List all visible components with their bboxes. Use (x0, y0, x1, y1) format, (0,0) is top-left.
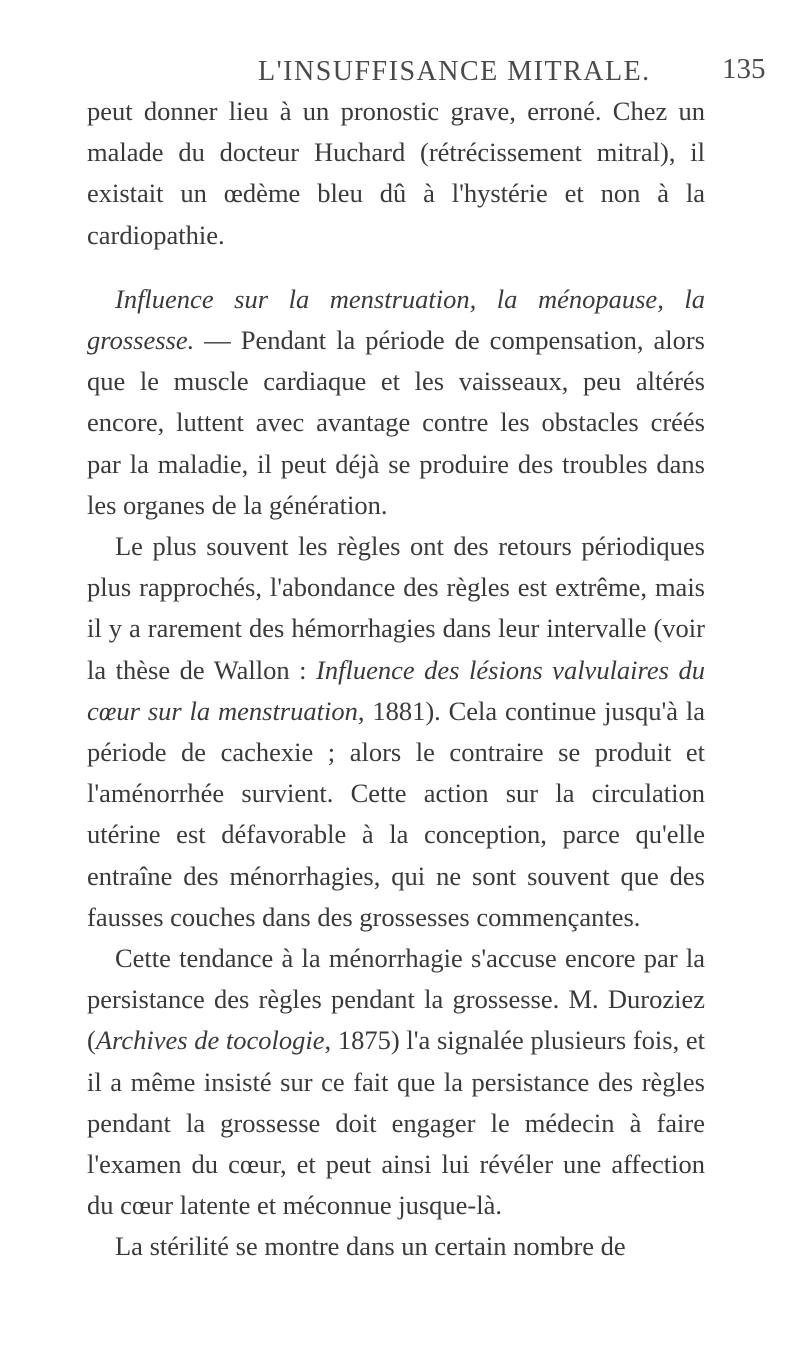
paragraph-1-text: peut donner lieu à un pronostic grave, erroné. Chez un malade du docteur Huchard (rétrécissement mitral), il existait un œdème bleu dû à l'hystérie et non à la cardiopathie. (87, 96, 705, 250)
section-title: Influence sur la menstruation, la ménopause, la grossesse. (87, 283, 705, 356)
paragraph-4 (87, 938, 705, 1226)
paragraph-3 (87, 526, 705, 938)
paragraph-5-text: La stérilité se montre dans un certain nombre de (115, 1231, 626, 1262)
paragraph-3-text-after: , 1881). Cela continue jusqu'à la période de cachexie ; alors le contraire se produit et l'aménorrhée survient. Cette action sur la circulation utérine est défavorable à la conception, parce qu'elle entraîne des ménorrhagies, qui ne sont souvent que des fausses couches dans des grossesses commençantes. (87, 695, 705, 932)
paragraph-4-text-before: Cette tendance à la ménorrhagie s'accuse encore par la persistance des règles pendant la grossesse. M. Duroziez ( (87, 943, 705, 1056)
citation-wallon-thesis: Influence des lésions valvulaires du cœur sur la menstruation (87, 654, 705, 726)
paragraph-1 (87, 91, 705, 256)
paragraph-2-text: — Pendant la période de compensation, alors que le muscle cardiaque et les vaisseaux, peu altérés encore, luttent avec avantage contre les obstacles créés par la maladie, il peut déjà se produire des troubles dans les organes de la génération. (87, 325, 705, 520)
body-text (87, 91, 705, 1268)
running-title: L'INSUFFISANCE MITRALE. (258, 56, 651, 87)
paragraph-2 (87, 279, 705, 526)
paragraph-3-text-before: Le plus souvent les règles ont des retours périodiques plus rapprochés, l'abondance des règles est extrême, mais il y a rarement des hémorrhagies dans leur intervalle (voir la thèse de Wallon : (87, 531, 705, 685)
paragraph-4-text-after: , 1875) l'a signalée plusieurs fois, et il a même insisté sur ce fait que la persistance des règles pendant la grossesse doit engager le médecin à faire l'examen du cœur, et peut ainsi lui révéler une affection du cœur latente et méconnue jusque-là. (87, 1025, 705, 1221)
page-number: 135 (722, 53, 766, 85)
citation-archives-tocologie: Archives de tocologie (95, 1025, 325, 1056)
paragraph-5 (87, 1226, 705, 1267)
